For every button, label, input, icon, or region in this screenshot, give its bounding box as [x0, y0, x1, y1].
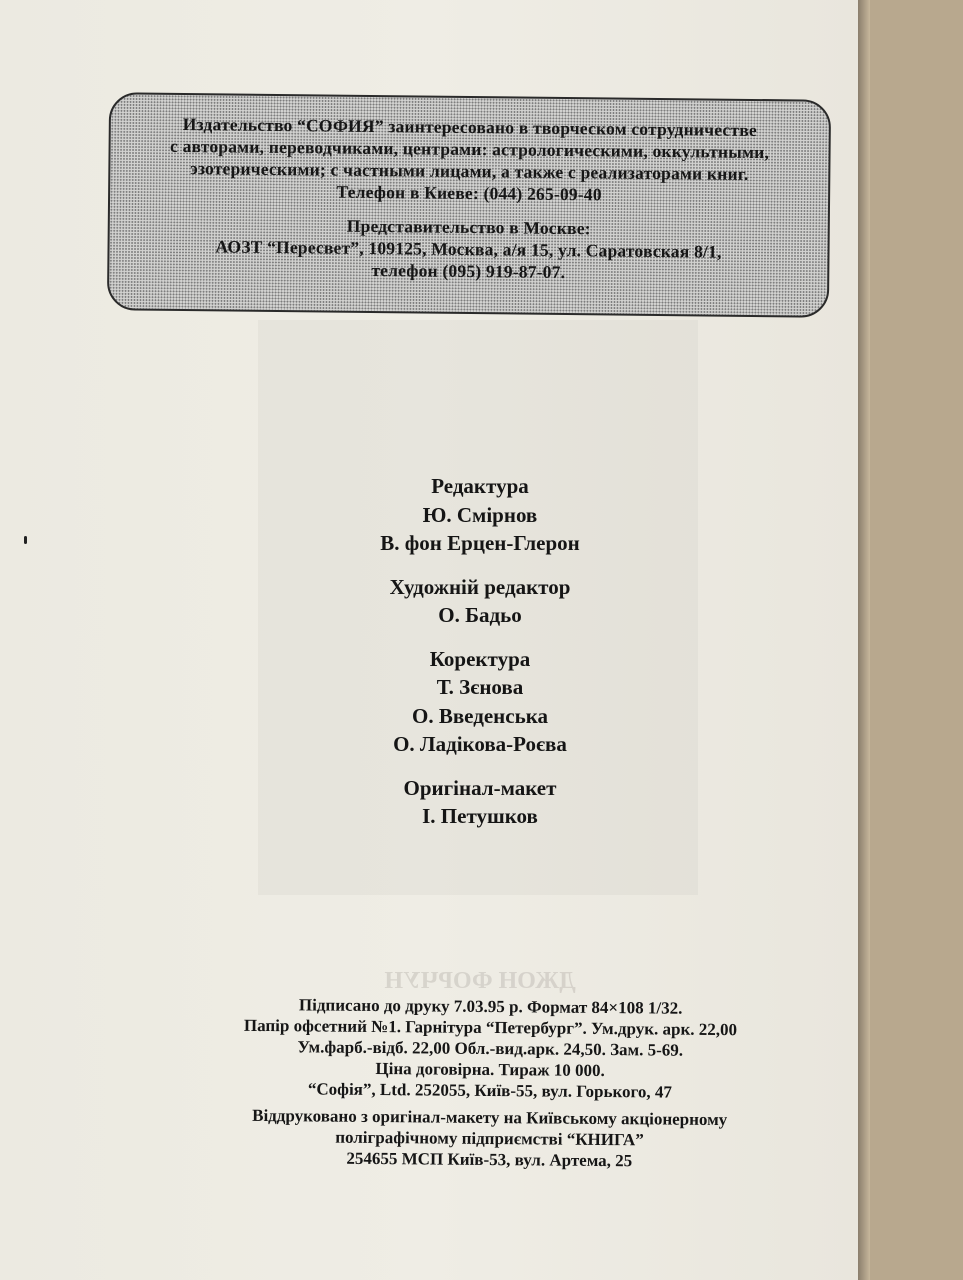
credit-person: В. фон Ерцен-Глерон	[380, 531, 580, 555]
credit-person: Ю. Смірнов	[422, 502, 538, 527]
publisher-notice-box	[107, 92, 831, 318]
credit-group-art-editor	[250, 573, 710, 630]
moscow-office-address: АОЗТ “Пересвет”, 109125, Москва, а/я 15, ул. Саратовская 8/1,	[215, 236, 722, 262]
credit-group-editing	[250, 472, 710, 558]
credit-person: Т. Зєнова	[436, 675, 524, 699]
imprint-line: Папір офсетний №1. Гарнітура “Петербург”. Ум.друк. арк. 22,00	[243, 1015, 738, 1040]
imprint-block	[159, 993, 820, 1173]
credit-person: О. Бадьо	[438, 603, 522, 627]
imprint-line: Ціна договірна. Тираж 10 000.	[375, 1059, 605, 1081]
credit-group-proofreading	[250, 645, 710, 759]
credit-person: О. Введенська	[412, 703, 548, 728]
credit-person: І. Петушков	[422, 804, 538, 828]
publisher-line: с авторами, переводчиками, центрами: астрологическими, оккультными,	[170, 135, 770, 163]
page-edge	[858, 0, 870, 1280]
credit-role: Коректура	[429, 646, 531, 671]
imprint-line: “Софія”, Ltd. 252055, Київ-55, вул. Горького, 47	[307, 1079, 672, 1102]
ink-smudge	[24, 536, 27, 544]
publisher-phone: Телефон в Киеве: (044) 265-09-40	[336, 181, 602, 205]
publisher-line: Издательство “СОФИЯ” заинтересовано в творческом сотрудничестве	[182, 113, 757, 141]
printer-line: 254655 МСП Київ-53, вул. Артема, 25	[346, 1148, 633, 1171]
show-through-title: ДЖОН ФОРЧУН	[384, 968, 576, 994]
credit-person: О. Ладікова-Роєва	[393, 732, 567, 756]
credit-role: Редактура	[431, 474, 529, 498]
moscow-office-phone: телефон (095) 919-87-07.	[371, 259, 566, 283]
credit-group-layout	[250, 774, 710, 831]
credits-block	[250, 472, 710, 846]
publisher-line: эзотерическими; с частными лицами, а также с реализаторами книг.	[190, 158, 749, 184]
imprint-line: Ум.фарб.-відб. 22,00 Обл.-вид.арк. 24,50. Зам. 5-69.	[297, 1037, 684, 1060]
imprint-line: Підписано до друку 7.03.95 р. Формат 84×108 1/32.	[298, 995, 683, 1018]
credit-role: Оригінал-макет	[403, 775, 557, 800]
printer-line: поліграфічному підприємстві “КНИГА”	[335, 1127, 644, 1150]
printer-line: Віддруковано з оригінал-макету на Київському акціонерному	[252, 1105, 728, 1130]
moscow-office-heading: Представительство в Москве:	[346, 215, 591, 239]
credit-role: Художній редактор	[389, 574, 571, 599]
